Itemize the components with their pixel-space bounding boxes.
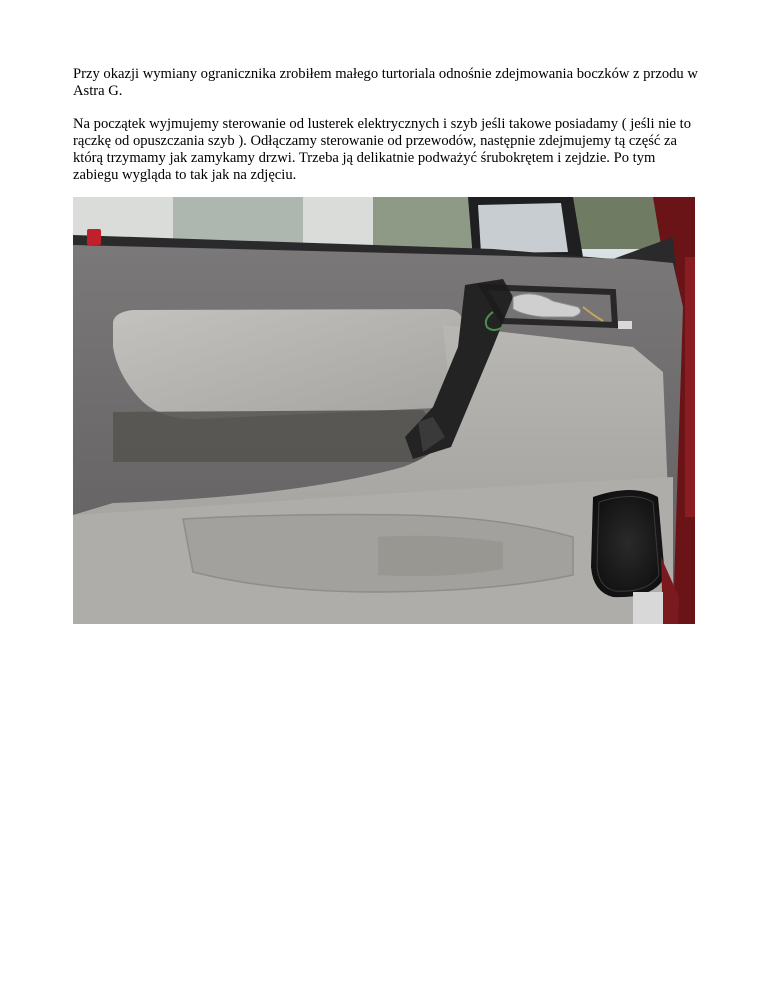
door-panel-photo (73, 197, 695, 624)
paragraph-instructions: Na początek wyjmujemy sterowanie od lusterek elektrycznych i szyb jeśli takowe posiadamy ( jeśli nie to rączkę od opuszczania szyb ). Odłączamy sterowanie od przewodów, następnie zdejmujemy tą część za którą trzymamy jak zamykamy drzwi. Trzeba ją delikatnie podważyć śrubokrętem i zejdzie. Po tym zabiegu wygląda to tak jak na zdjęciu. (73, 116, 692, 183)
paragraph-intro: Przy okazji wymiany ogranicznika zrobiłem małego turtoriala odnośnie zdejmowania boczków z przodu w Astra G. (73, 66, 698, 99)
door-panel-illustration (73, 197, 695, 624)
